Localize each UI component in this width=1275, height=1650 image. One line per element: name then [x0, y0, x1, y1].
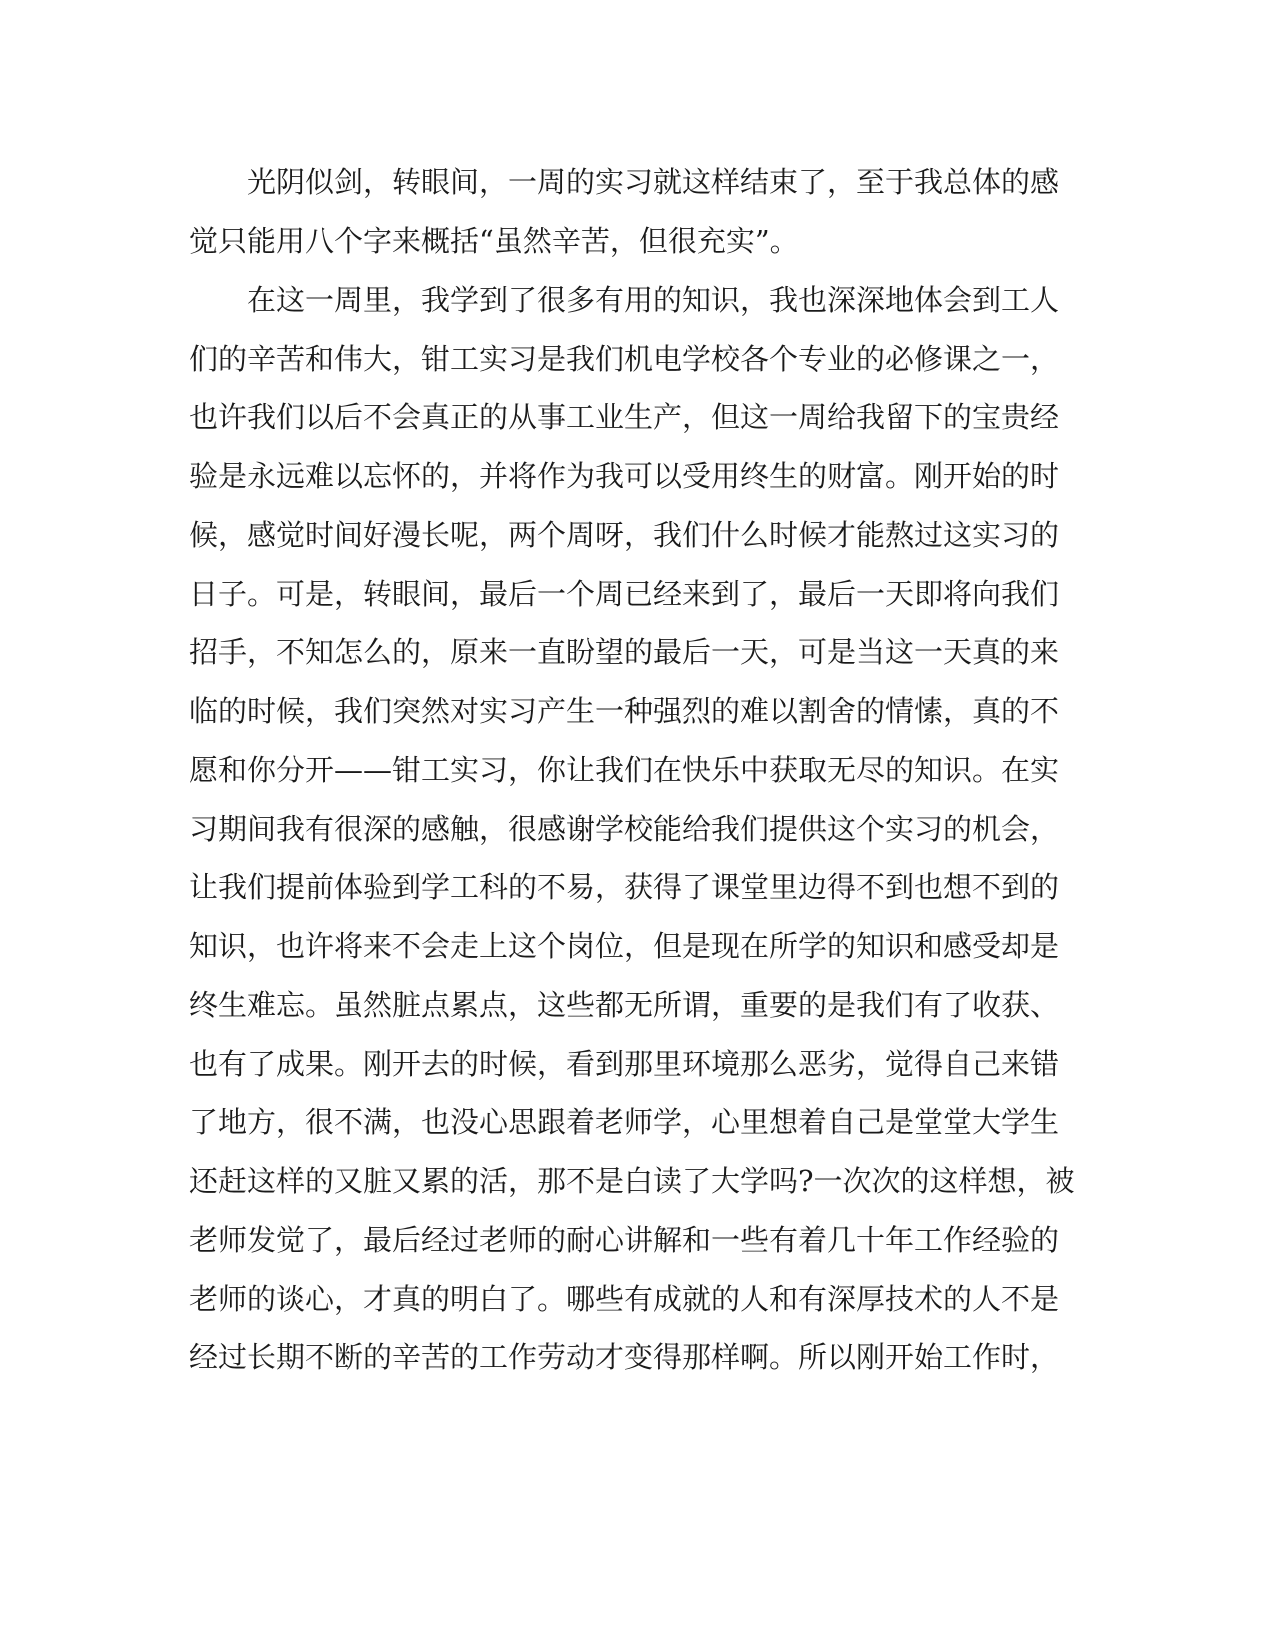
text-line: 知识，也许将来不会走上这个岗位，但是现在所学的知识和感受却是	[189, 929, 1060, 963]
text-line: 招手，不知怎么的，原来一直盼望的最后一天，可是当这一天真的来	[189, 635, 1060, 669]
text-line: 老师的谈心，才真的明白了。哪些有成就的人和有深厚技术的人不是	[189, 1282, 1060, 1316]
text-line: 验是永远难以忘怀的，并将作为我可以受用终生的财富。刚开始的时	[189, 459, 1060, 493]
text-line: 也有了成果。刚开去的时候，看到那里环境那么恶劣，觉得自己来错	[189, 1047, 1060, 1081]
text-line: 候，感觉时间好漫长呢，两个周呀，我们什么时候才能熬过这实习的	[189, 518, 1060, 552]
text-line: 日子。可是，转眼间，最后一个周已经来到了，最后一天即将向我们	[189, 577, 1060, 611]
text-line: 觉只能用八个字来概括“虽然辛苦，但很充实”。	[189, 224, 799, 258]
text-line: 了地方，很不满，也没心思跟着老师学，心里想着自己是堂堂大学生	[189, 1105, 1060, 1139]
text-line: 们的辛苦和伟大，钳工实习是我们机电学校各个专业的必修课之一，	[189, 342, 1060, 376]
text-line: 习期间我有很深的感触，很感谢学校能给我们提供这个实习的机会，	[189, 812, 1060, 846]
text-line: 愿和你分开——钳工实习，你让我们在快乐中获取无尽的知识。在实	[189, 753, 1060, 787]
text-line: 终生难忘。虽然脏点累点，这些都无所谓，重要的是我们有了收获、	[189, 988, 1060, 1022]
text-line: 在这一周里，我学到了很多有用的知识，我也深深地体会到工人	[189, 283, 1060, 317]
text-line: 也许我们以后不会真正的从事工业生产，但这一周给我留下的宝贵经	[189, 400, 1060, 434]
text-line: 让我们提前体验到学工科的不易，获得了课堂里边得不到也想不到的	[189, 870, 1060, 904]
text-line: 还赶这样的又脏又累的活，那不是白读了大学吗?一次次的这样想，被	[189, 1164, 1075, 1198]
text-line: 光阴似剑，转眼间，一周的实习就这样结束了，至于我总体的感	[189, 165, 1060, 199]
text-line: 临的时候，我们突然对实习产生一种强烈的难以割舍的情愫，真的不	[189, 694, 1060, 728]
text-line: 老师发觉了，最后经过老师的耐心讲解和一些有着几十年工作经验的	[189, 1223, 1060, 1257]
text-line: 经过长期不断的辛苦的工作劳动才变得那样啊。所以刚开始工作时，	[189, 1340, 1060, 1374]
